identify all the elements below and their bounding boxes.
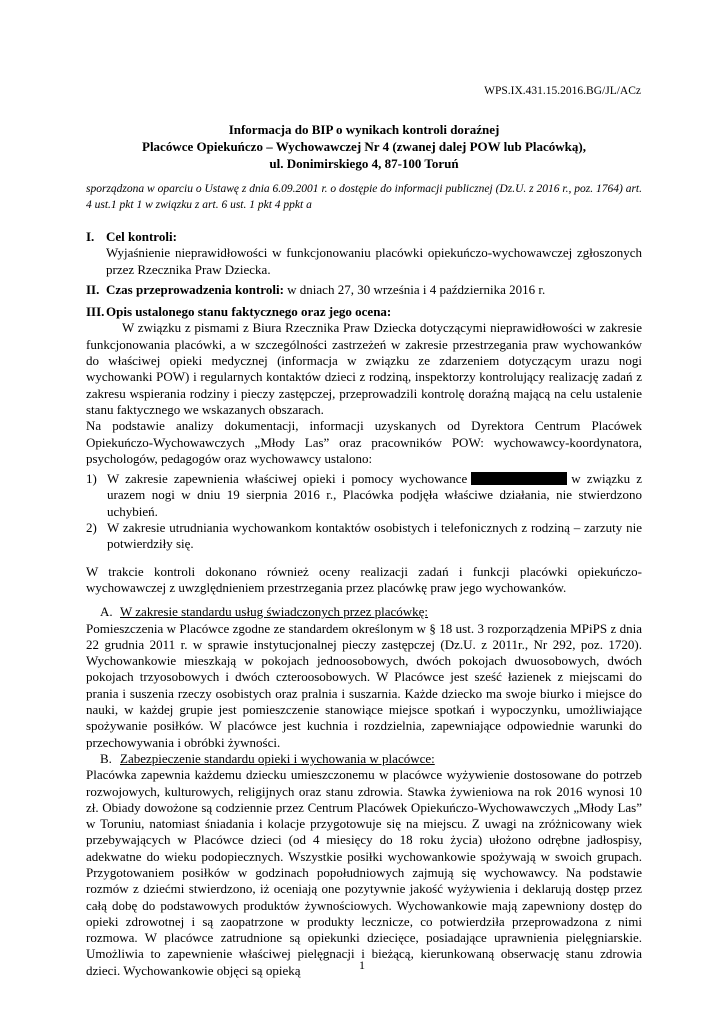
document-body <box>86 229 642 979</box>
redaction-box <box>471 472 567 485</box>
section-label: Cel kontroli: <box>106 229 177 244</box>
evaluation-paragraph: W trakcie kontroli dokonano również oceny realizacji zadań i funkcji placówki opiekuńczo-wychowawczej z uwzględnieniem przestrzegania przez placówkę praw jego wychowanków. <box>86 563 642 595</box>
findings-paragraph: W związku z pismami z Biura Rzecznika Praw Dziecka dotyczącymi nieprawidłowości w zakresie funkcjonowania placówki, a w szczególności zastrzeżeń w zakresie przestrzegania praw wychowanków do właściwej opieki medycznej (informacja w związku ze zdarzeniem dotyczącym urazu nogi wychowanki POW) i regularnych kontaktów dzieci z rodziną, inspektorzy kontrolujący realizację zadań z zakresu wspierania rodziny i pieczy zastępczej, przeprowadzili kontrolę doraźną mającą na celu ustalenie stanu faktycznego we wskazanych obszarach. <box>86 320 642 417</box>
finding-text: W zakresie zapewnienia właściwej opieki i pomocy wychowance <box>107 471 468 487</box>
section-number: I. <box>86 229 95 244</box>
subsection-letter: A. <box>100 604 113 620</box>
finding-number: 2) <box>86 520 97 536</box>
subsection-a-heading <box>86 604 642 620</box>
subsection-b-heading <box>86 751 642 767</box>
subsection-title: W zakresie standardu usług świadczonych przez placówkę: <box>120 604 429 620</box>
document-reference: WPS.IX.431.15.2016.BG/JL/ACz <box>484 85 641 97</box>
section-findings <box>86 304 642 320</box>
subsection-title: Zabezpieczenie standardu opieki i wychowania w placówce: <box>120 750 435 766</box>
findings-paragraph: Na podstawie analizy dokumentacji, informacji uzyskanych od Dyrektora Centrum Placówek Opiekuńczo-Wychowawczych „Młody Las” oraz pracowników POW: wychowawcy-koordynatora, psychologów, pedagogów oraz wychowawcy ustalono: <box>86 418 642 466</box>
finding-item <box>86 471 642 520</box>
subsection-b-text: Placówka zapewnia każdemu dziecku umieszczonemu w placówce wyżywienie dostosowane do potrzeb rozwojowych, kulturowych, religijnych oraz stanu zdrowia. Stawka żywieniowa na rok 2016 wynosi 10 zł. Obiady dowożone są codziennie przez Centrum Placówek Opiekuńczo-Wychowawczych „Młody Las” w Toruniu, natomiast śniadania i kolacje przygotowuje się na miejscu. Z uwagi na zróżnicowany wiek przebywających w Placówce dzieci (od 4 miesięcy do 18 roku życia) ułożono odrębne jadłospisy, adekwatne do wieku podopiecznych. Wszystkie posiłki wychowankowie spożywają w swoich grupach. Przygotowaniem posiłków w godzinach popołudniowych zajmują się wychowawcy. Na podstawie rozmów z dziećmi stwierdzono, iż oceniają one pozytywnie jakość wyżywienia i deklarują dostęp przez całą dobę do podstawowych produktów żywnościowych. Wychowankowie mają zapewniony dostęp do opieki zdrowotnej i są zaopatrzone w produkty lecznicze, co potwierdziła przeprowadzona z nimi rozmowa. W placówce zatrudnione są opiekunki dziecięce, posiadające uprawnienia pielęgniarskie. Umożliwia to zapewnienie właściwej pielęgnacji i bieżącą, kierunkowaną obserwację stanu zdrowia dzieci. Wychowankowie objęci są opieką <box>86 767 642 978</box>
section-label: Czas przeprowadzenia kontroli: <box>106 281 284 297</box>
title-line: Informacja do BIP o wynikach kontroli doraźnej <box>228 122 500 137</box>
finding-text: W zakresie utrudniania wychowankom kontaktów osobistych i telefonicznych z rodziną – zarzuty nie potwierdziły się. <box>107 520 642 552</box>
title-line: ul. Donimirskiego 4, 87-100 Toruń <box>269 156 459 171</box>
legal-basis: sporządzona w oparciu o Ustawę z dnia 6.09.2001 r. o dostępie do informacji publicznej (Dz.U. z 2016 r., poz. 1764) art. 4 ust.1 pkt 1 w związku z art. 6 ust. 1 pkt 4 ppkt a <box>86 183 642 211</box>
section-period-text: w dniach 27, 30 września i 4 października 2016 r. <box>283 281 546 297</box>
finding-number: 1) <box>86 471 97 487</box>
finding-text: w związku z urazem nogi w dniu 19 sierpnia 2016 r., Placówka podjęła właściwe działania, nie stwierdzono uchybień. <box>107 471 642 519</box>
document-title <box>86 121 642 172</box>
subsection-letter: B. <box>100 750 112 766</box>
section-purpose <box>86 229 642 245</box>
finding-item <box>86 520 642 553</box>
section-label: Opis ustalonego stanu faktycznego oraz jego ocena: <box>106 304 392 320</box>
section-purpose-text: Wyjaśnienie nieprawidłowości w funkcjonowaniu placówki opiekuńczo-wychowawczej zgłoszonych przez Rzecznika Praw Dziecka. <box>106 245 642 277</box>
section-number: II. <box>86 281 100 297</box>
page-number: 1 <box>359 958 365 972</box>
title-line: Placówce Opiekuńczo – Wychowawczej Nr 4 (zwanej dalej POW lub Placówką), <box>142 139 586 154</box>
section-number: III. <box>86 304 105 320</box>
subsection-a-text: Pomieszczenia w Placówce zgodne ze standardem określonym w § 18 ust. 3 rozporządzenia MPiPS z dnia 22 grudnia 2011 r. w sprawie instytucjonalnej pieczy zastępczej (Dz.U. z 2011r., Nr 292, poz. 1720). Wychowankowie mieszkają w pokojach jednoosobowych, dwóch pokojach dwuosobowych, dwóch pokojach trzyosobowych i dwóch czteroosobowych. W Placówce jest sześć łazienek z miejscami do prania i suszenia rzeczy osobistych oraz pralnia i suszarnia. Każde dziecko ma swoje biurko i miejsce do nauki, w każdej grupie jest pomieszczenie stanowiące miejsce spotkań i wypoczynku, umożliwiające spożywanie posiłków. W placówce jest kuchnia i rozdzielnia, zapewniające odpowiednie warunki do przechowywania i obróbki żywności. <box>86 620 642 750</box>
section-period <box>86 282 642 298</box>
